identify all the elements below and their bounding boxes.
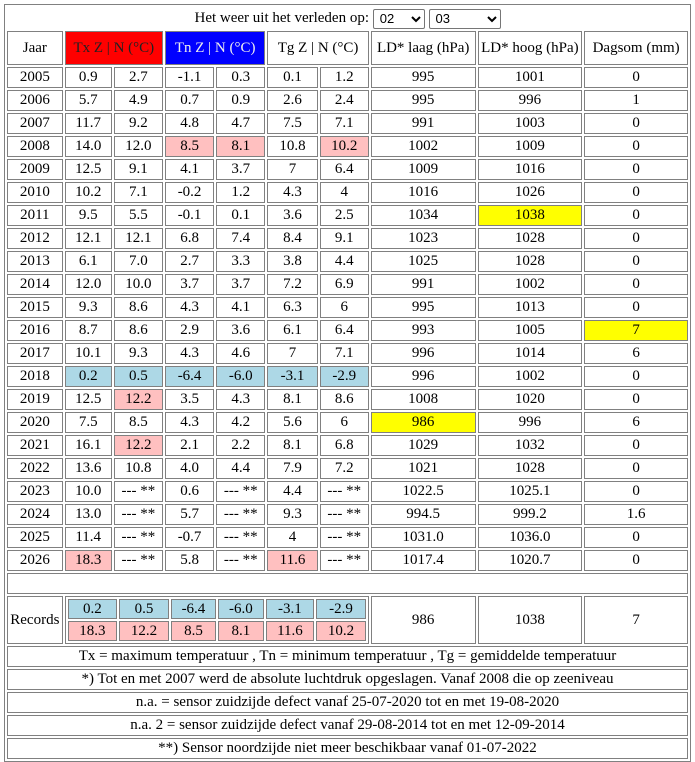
cell-tg-n: 10.2 [320, 136, 369, 157]
cell-tx-z: 8.7 [65, 320, 112, 341]
cell-tg-n: 6.4 [320, 320, 369, 341]
cell-tn-n: 4.1 [216, 297, 265, 318]
table-row [7, 550, 688, 571]
cell-tg-z: 11.6 [267, 550, 317, 571]
cell-tg-z: 2.6 [267, 90, 317, 111]
table-row [7, 67, 688, 88]
cell-tx-z: 7.5 [65, 412, 112, 433]
cell-tx-n: 2.7 [114, 67, 163, 88]
cell-tg-z: 4.4 [267, 481, 317, 502]
cell-tg-z: 8.1 [267, 389, 317, 410]
cell-rain: 0 [584, 67, 688, 88]
cell-tn-n: 0.9 [216, 90, 265, 111]
cell-tn-n: 0.3 [216, 67, 265, 88]
cell-tx-n: 8.5 [114, 412, 163, 433]
cell-tg-n: 6 [320, 412, 369, 433]
cell-tg-n: 6.4 [320, 159, 369, 180]
cell-ld-low: 1008 [371, 389, 476, 410]
cell-rain: 1 [584, 90, 688, 111]
cell-tn-z: 8.5 [165, 136, 214, 157]
cell-year: 2021 [7, 435, 63, 456]
cell-ld-low: 1017.4 [371, 550, 476, 571]
cell-rain: 0 [584, 228, 688, 249]
cell-tn-n: --- ** [216, 481, 265, 502]
cell-tg-n: 8.6 [320, 389, 369, 410]
cell-ld-low: 1002 [371, 136, 476, 157]
cell-tx-z: 12.0 [65, 274, 112, 295]
cell-tg-n: 7.1 [320, 343, 369, 364]
cell-tn-z: 2.7 [165, 251, 214, 272]
cell-tg-z: 7 [267, 343, 317, 364]
cell-tx-n: --- ** [114, 527, 163, 548]
cell-ld-low: 1009 [371, 159, 476, 180]
record-ld-high: 1038 [478, 596, 583, 644]
footnote-row [7, 646, 688, 667]
cell-tg-n: 2.5 [320, 205, 369, 226]
cell-tx-z: 0.9 [65, 67, 112, 88]
cell-tx-z: 13.0 [65, 504, 112, 525]
cell-ld-low: 996 [371, 366, 476, 387]
record-low-tx-z: 0.2 [68, 599, 118, 619]
cell-year: 2011 [7, 205, 63, 226]
cell-rain: 0 [584, 458, 688, 479]
cell-tg-n: --- ** [320, 481, 369, 502]
cell-rain: 6 [584, 343, 688, 364]
cell-tx-z: 6.1 [65, 251, 112, 272]
cell-tg-z: 10.8 [267, 136, 317, 157]
cell-ld-high: 1028 [478, 251, 583, 272]
cell-ld-low: 1016 [371, 182, 476, 203]
cell-year: 2012 [7, 228, 63, 249]
cell-ld-high: 1025.1 [478, 481, 583, 502]
cell-tg-n: 9.1 [320, 228, 369, 249]
cell-tn-n: 7.4 [216, 228, 265, 249]
cell-tx-n: 5.5 [114, 205, 163, 226]
cell-rain: 0 [584, 159, 688, 180]
table-row [7, 136, 688, 157]
cell-ld-low: 995 [371, 67, 476, 88]
cell-tx-z: 0.2 [65, 366, 112, 387]
cell-year: 2005 [7, 67, 63, 88]
record-low-tg-n: -2.9 [316, 599, 366, 619]
cell-rain: 0 [584, 435, 688, 456]
cell-tx-n: --- ** [114, 504, 163, 525]
table-row [7, 458, 688, 479]
cell-year: 2019 [7, 389, 63, 410]
header-ld-low: LD* laag (hPa) [371, 31, 476, 65]
cell-year: 2015 [7, 297, 63, 318]
cell-tg-z: 6.3 [267, 297, 317, 318]
records-low-row [68, 599, 366, 619]
cell-year: 2007 [7, 113, 63, 134]
footnote-text: n.a. = sensor zuidzijde defect vanaf 25-07-2020 tot en met 19-08-2020 [7, 692, 688, 713]
record-low-tn-z: -6.4 [171, 599, 216, 619]
cell-year: 2026 [7, 550, 63, 571]
cell-ld-low: 995 [371, 90, 476, 111]
cell-tx-z: 18.3 [65, 550, 112, 571]
cell-tg-n: 6.8 [320, 435, 369, 456]
cell-year: 2018 [7, 366, 63, 387]
table-row [7, 366, 688, 387]
records-inner-table [65, 596, 369, 644]
cell-tn-n: -6.0 [216, 366, 265, 387]
footnote-row [7, 669, 688, 690]
weather-history-panel [4, 4, 691, 762]
cell-tg-z: 7 [267, 159, 317, 180]
cell-tn-n: --- ** [216, 527, 265, 548]
record-high-tn-n: 8.1 [218, 621, 263, 641]
cell-tn-n: 4.3 [216, 389, 265, 410]
footnote-text: *) Tot en met 2007 werd de absolute luchtdruk opgeslagen. Vanaf 2008 die op zeeniveau [7, 669, 688, 690]
cell-tg-n: 4 [320, 182, 369, 203]
cell-ld-high: 1014 [478, 343, 583, 364]
cell-rain: 6 [584, 412, 688, 433]
cell-tn-n: 3.7 [216, 159, 265, 180]
cell-year: 2017 [7, 343, 63, 364]
cell-rain: 0 [584, 182, 688, 203]
record-high-tg-z: 11.6 [266, 621, 315, 641]
cell-tn-n: 4.7 [216, 113, 265, 134]
table-row [7, 228, 688, 249]
cell-tg-n: 4.4 [320, 251, 369, 272]
cell-ld-high: 1002 [478, 274, 583, 295]
record-high-tx-n: 12.2 [119, 621, 169, 641]
cell-tx-z: 12.5 [65, 159, 112, 180]
cell-rain: 0 [584, 481, 688, 502]
date-selector-bar [7, 7, 688, 29]
cell-ld-high: 1002 [478, 366, 583, 387]
cell-tg-n: 1.2 [320, 67, 369, 88]
table-row [7, 504, 688, 525]
table-row [7, 343, 688, 364]
cell-rain: 0 [584, 274, 688, 295]
cell-tn-n: 8.1 [216, 136, 265, 157]
cell-year: 2016 [7, 320, 63, 341]
cell-tn-z: 0.7 [165, 90, 214, 111]
cell-ld-low: 991 [371, 113, 476, 134]
cell-tn-n: 3.6 [216, 320, 265, 341]
footnote-row [7, 692, 688, 713]
cell-rain: 7 [584, 320, 688, 341]
footnote-row [7, 715, 688, 736]
cell-tg-n: 7.1 [320, 113, 369, 134]
cell-tx-n: --- ** [114, 481, 163, 502]
cell-ld-high: 1020.7 [478, 550, 583, 571]
record-low-tg-z: -3.1 [266, 599, 315, 619]
cell-tx-z: 11.4 [65, 527, 112, 548]
cell-year: 2014 [7, 274, 63, 295]
cell-ld-low: 991 [371, 274, 476, 295]
cell-year: 2025 [7, 527, 63, 548]
cell-year: 2010 [7, 182, 63, 203]
cell-ld-high: 1038 [478, 205, 583, 226]
cell-tn-z: 5.7 [165, 504, 214, 525]
cell-tn-z: 2.1 [165, 435, 214, 456]
cell-tn-n: 1.2 [216, 182, 265, 203]
record-high-tg-n: 10.2 [316, 621, 366, 641]
cell-tx-z: 16.1 [65, 435, 112, 456]
cell-tx-z: 11.7 [65, 113, 112, 134]
cell-ld-high: 1032 [478, 435, 583, 456]
cell-tg-z: 5.6 [267, 412, 317, 433]
cell-tn-n: 4.6 [216, 343, 265, 364]
cell-tn-z: 4.3 [165, 412, 214, 433]
cell-tn-n: 3.7 [216, 274, 265, 295]
cell-tn-n: 4.2 [216, 412, 265, 433]
cell-rain: 0 [584, 366, 688, 387]
record-ld-low: 986 [371, 596, 476, 644]
records-high-row [68, 621, 366, 641]
cell-ld-low: 1031.0 [371, 527, 476, 548]
month-select[interactable] [373, 9, 425, 29]
cell-tn-z: 4.3 [165, 297, 214, 318]
cell-tn-z: 4.1 [165, 159, 214, 180]
cell-tg-n: -2.9 [320, 366, 369, 387]
cell-rain: 1.6 [584, 504, 688, 525]
cell-rain: 0 [584, 113, 688, 134]
cell-rain: 0 [584, 136, 688, 157]
cell-tn-z: 4.0 [165, 458, 214, 479]
cell-tg-n: 6 [320, 297, 369, 318]
cell-ld-low: 1022.5 [371, 481, 476, 502]
cell-tx-n: 10.8 [114, 458, 163, 479]
cell-tx-z: 12.5 [65, 389, 112, 410]
cell-year: 2020 [7, 412, 63, 433]
table-row [7, 113, 688, 134]
table-row [7, 412, 688, 433]
cell-tx-n: 8.6 [114, 297, 163, 318]
cell-tx-n: 9.2 [114, 113, 163, 134]
table-row [7, 435, 688, 456]
cell-tg-z: 3.6 [267, 205, 317, 226]
header-tg: Tg Z | N (°C) [267, 31, 368, 65]
cell-tn-n: --- ** [216, 550, 265, 571]
cell-tg-z: 4.3 [267, 182, 317, 203]
cell-tn-z: -0.1 [165, 205, 214, 226]
cell-ld-high: 1028 [478, 228, 583, 249]
table-row [7, 320, 688, 341]
cell-tx-z: 13.6 [65, 458, 112, 479]
cell-tn-z: 3.7 [165, 274, 214, 295]
cell-ld-low: 1034 [371, 205, 476, 226]
table-row [7, 90, 688, 111]
cell-tx-n: 12.2 [114, 435, 163, 456]
cell-year: 2024 [7, 504, 63, 525]
cell-ld-high: 1026 [478, 182, 583, 203]
weather-table [4, 4, 691, 762]
cell-year: 2023 [7, 481, 63, 502]
cell-rain: 0 [584, 527, 688, 548]
cell-tg-z: 7.5 [267, 113, 317, 134]
cell-ld-high: 1020 [478, 389, 583, 410]
table-row [7, 159, 688, 180]
cell-ld-low: 986 [371, 412, 476, 433]
footnote-text: Tx = maximum temperatuur , Tn = minimum temperatuur , Tg = gemiddelde temperatuur [7, 646, 688, 667]
cell-tx-z: 9.5 [65, 205, 112, 226]
cell-tg-n: --- ** [320, 527, 369, 548]
header-ld-high: LD* hoog (hPa) [478, 31, 583, 65]
cell-tn-z: 5.8 [165, 550, 214, 571]
cell-tn-z: 4.3 [165, 343, 214, 364]
cell-ld-low: 995 [371, 297, 476, 318]
cell-tn-z: -0.7 [165, 527, 214, 548]
cell-tg-z: 0.1 [267, 67, 317, 88]
table-row [7, 527, 688, 548]
cell-tx-z: 10.2 [65, 182, 112, 203]
cell-tg-z: 8.4 [267, 228, 317, 249]
table-row [7, 251, 688, 272]
header-rain: Dagsom (mm) [584, 31, 688, 65]
cell-tn-z: -6.4 [165, 366, 214, 387]
cell-tg-n: 2.4 [320, 90, 369, 111]
spacer-cell [7, 573, 688, 594]
cell-ld-high: 1016 [478, 159, 583, 180]
cell-ld-low: 1021 [371, 458, 476, 479]
cell-tx-n: 12.1 [114, 228, 163, 249]
cell-tn-z: 2.9 [165, 320, 214, 341]
header-year: Jaar [7, 31, 63, 65]
table-row [7, 389, 688, 410]
cell-tn-z: 0.6 [165, 481, 214, 502]
header-tx: Tx Z | N (°C) [65, 31, 163, 65]
cell-year: 2009 [7, 159, 63, 180]
cell-ld-high: 1009 [478, 136, 583, 157]
cell-tn-n: 4.4 [216, 458, 265, 479]
footnote-text: **) Sensor noordzijde niet meer beschikbaar vanaf 01-07-2022 [7, 738, 688, 759]
cell-rain: 0 [584, 297, 688, 318]
cell-tg-n: --- ** [320, 550, 369, 571]
cell-ld-low: 1025 [371, 251, 476, 272]
cell-tg-z: 7.2 [267, 274, 317, 295]
cell-ld-low: 1023 [371, 228, 476, 249]
cell-ld-high: 999.2 [478, 504, 583, 525]
page-title: Het weer uit het verleden op: [194, 10, 369, 26]
day-select[interactable] [429, 9, 501, 29]
table-row [7, 205, 688, 226]
cell-rain: 0 [584, 205, 688, 226]
cell-ld-high: 996 [478, 412, 583, 433]
spacer-row [7, 573, 688, 594]
cell-tn-z: 6.8 [165, 228, 214, 249]
cell-ld-high: 1013 [478, 297, 583, 318]
cell-tx-n: 9.1 [114, 159, 163, 180]
cell-tx-n: 4.9 [114, 90, 163, 111]
record-rain: 7 [584, 596, 688, 644]
cell-rain: 0 [584, 389, 688, 410]
table-row [7, 297, 688, 318]
cell-tg-z: -3.1 [267, 366, 317, 387]
cell-tx-z: 10.1 [65, 343, 112, 364]
cell-rain: 0 [584, 251, 688, 272]
cell-tx-z: 14.0 [65, 136, 112, 157]
cell-tx-n: 8.6 [114, 320, 163, 341]
cell-tx-n: --- ** [114, 550, 163, 571]
table-row [7, 481, 688, 502]
cell-tg-n: 6.9 [320, 274, 369, 295]
table-row [7, 274, 688, 295]
cell-tg-z: 6.1 [267, 320, 317, 341]
cell-ld-low: 994.5 [371, 504, 476, 525]
cell-tg-n: 7.2 [320, 458, 369, 479]
cell-tn-z: -0.2 [165, 182, 214, 203]
cell-tn-z: 4.8 [165, 113, 214, 134]
cell-tg-z: 9.3 [267, 504, 317, 525]
cell-tx-n: 0.5 [114, 366, 163, 387]
cell-tn-n: 0.1 [216, 205, 265, 226]
cell-tx-n: 12.2 [114, 389, 163, 410]
cell-tn-z: -1.1 [165, 67, 214, 88]
cell-tn-n: --- ** [216, 504, 265, 525]
cell-ld-high: 1028 [478, 458, 583, 479]
cell-tx-z: 12.1 [65, 228, 112, 249]
cell-tn-n: 3.3 [216, 251, 265, 272]
cell-tx-n: 9.3 [114, 343, 163, 364]
cell-ld-high: 996 [478, 90, 583, 111]
header-tn: Tn Z | N (°C) [165, 31, 265, 65]
cell-tg-z: 8.1 [267, 435, 317, 456]
cell-tx-z: 10.0 [65, 481, 112, 502]
cell-tg-z: 4 [267, 527, 317, 548]
cell-year: 2013 [7, 251, 63, 272]
cell-tx-n: 7.1 [114, 182, 163, 203]
records-label: Records [7, 596, 63, 644]
records-temperature-block [65, 596, 369, 644]
cell-tg-z: 7.9 [267, 458, 317, 479]
records-row [7, 596, 688, 644]
cell-rain: 0 [584, 550, 688, 571]
cell-ld-high: 1003 [478, 113, 583, 134]
cell-tx-n: 12.0 [114, 136, 163, 157]
table-row [7, 182, 688, 203]
cell-ld-low: 1029 [371, 435, 476, 456]
record-low-tx-n: 0.5 [119, 599, 169, 619]
cell-ld-high: 1036.0 [478, 527, 583, 548]
record-high-tx-z: 18.3 [68, 621, 118, 641]
cell-ld-low: 996 [371, 343, 476, 364]
cell-tx-n: 7.0 [114, 251, 163, 272]
cell-tg-n: --- ** [320, 504, 369, 525]
record-low-tn-n: -6.0 [218, 599, 263, 619]
cell-ld-low: 993 [371, 320, 476, 341]
cell-ld-high: 1005 [478, 320, 583, 341]
cell-year: 2006 [7, 90, 63, 111]
cell-tx-z: 9.3 [65, 297, 112, 318]
cell-year: 2008 [7, 136, 63, 157]
cell-tx-n: 10.0 [114, 274, 163, 295]
cell-tx-z: 5.7 [65, 90, 112, 111]
cell-tn-n: 2.2 [216, 435, 265, 456]
footnote-text: n.a. 2 = sensor zuidzijde defect vanaf 29-08-2014 tot en met 12-09-2014 [7, 715, 688, 736]
footnote-row [7, 738, 688, 759]
cell-year: 2022 [7, 458, 63, 479]
record-high-tn-z: 8.5 [171, 621, 216, 641]
cell-tg-z: 3.8 [267, 251, 317, 272]
cell-ld-high: 1001 [478, 67, 583, 88]
cell-tn-z: 3.5 [165, 389, 214, 410]
